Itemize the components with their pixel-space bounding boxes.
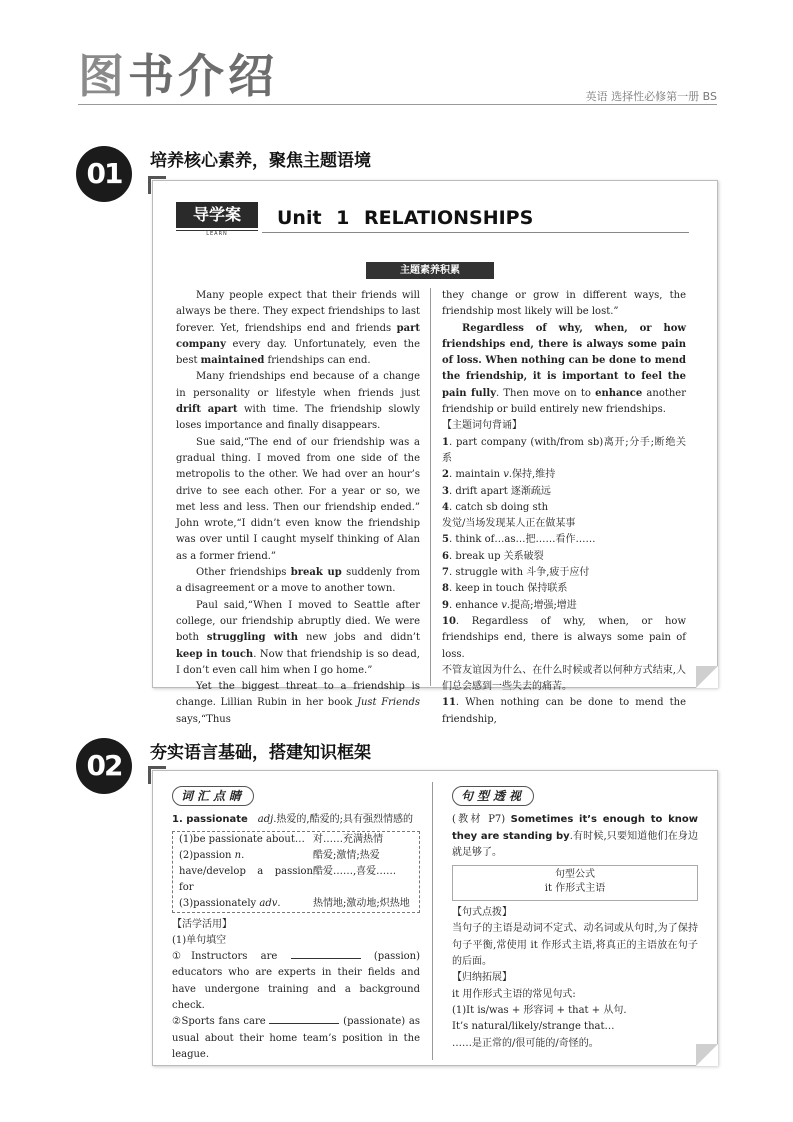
title-char: 书 bbox=[128, 49, 176, 103]
extension-line: ……是正常的/很可能的/奇怪的。 bbox=[452, 1037, 599, 1049]
table-cell-meaning: 热情地;激动地;炽热地 bbox=[313, 897, 410, 909]
section-title: 夯实语言基础，搭建知识框架 bbox=[150, 743, 371, 763]
table-row bbox=[173, 896, 419, 912]
tip-heading: 【句式点拨】 bbox=[452, 907, 512, 919]
reading-left-column bbox=[176, 288, 420, 728]
column-divider bbox=[430, 288, 431, 686]
title-char: 图 bbox=[78, 49, 126, 103]
extension-heading: 【归纳拓展】 bbox=[452, 972, 512, 984]
table-cell-meaning: 酷爱;激情;热爱 bbox=[313, 849, 380, 861]
vocab-tag-label: 词汇点睛 bbox=[172, 786, 254, 806]
practice-subheading: (1)单句填空 bbox=[172, 934, 227, 946]
key-sentence: (教材 P7) Sometimes it’s enough to know they are standing by.有时候,只要知道他们在身边就足够了。 bbox=[452, 814, 699, 858]
page-fold bbox=[696, 666, 718, 688]
reading-paragraph: Other friendships break up suddenly from a disagreement or a move to another town. bbox=[176, 567, 420, 595]
extension-line: (1)It is/was + 形容词 + that + 从句. bbox=[452, 1004, 627, 1016]
vocab-heading: 【主题词句背诵】 bbox=[442, 420, 522, 432]
table-row bbox=[173, 864, 419, 896]
book-intro-title bbox=[78, 50, 276, 102]
table-row bbox=[173, 848, 419, 864]
vocab-item: 2. maintain v.保持,维持 bbox=[442, 469, 556, 481]
exercise-item: ②Sports fans care (passionate) as usual about their home team’s position in the league. bbox=[172, 1016, 420, 1060]
sentence-column bbox=[452, 786, 698, 1052]
table-cell-meaning: 酷爱……,喜爱…… bbox=[313, 865, 397, 877]
vocab-item: 不管友谊因为什么、在什么时候或者以何种方式结束,人们总会感到一些失去的痛苦。 bbox=[442, 664, 686, 693]
reading-right-column bbox=[442, 288, 686, 728]
vocab-item: 10. Regardless of why, when, or how friendships end, there is always some pain of loss. bbox=[442, 615, 686, 660]
vocab-column bbox=[172, 786, 420, 1063]
tip-body: 当句子的主语是动词不定式、动名词或从句时,为了保持句子平衡,常使用 it 作形式主语,将真正的主语放在句子的后面。 bbox=[452, 923, 698, 968]
vocab-item: 5. think of…as…把……看作…… bbox=[442, 534, 596, 546]
practice-heading: 【活学活用】 bbox=[172, 918, 232, 930]
frame-corner bbox=[148, 176, 166, 194]
unit-underline bbox=[262, 232, 689, 233]
formula-box bbox=[452, 865, 698, 901]
section-badge: 02 bbox=[76, 738, 132, 794]
reading-paragraph: they change or grow in different ways, the friendship most likely will be lost.” bbox=[442, 290, 686, 318]
vocab-item: 1. part company (with/from sb)离开;分手;断绝关系 bbox=[442, 436, 686, 464]
header-divider bbox=[78, 104, 717, 105]
table-cell-term: (2)passion n. bbox=[179, 849, 245, 861]
reading-paragraph: Many people expect that their friends will always be there. They expect friendships to last forever. Yet, friendships end and friends part company every day. Unfortunately, even the best maintained friendships can end. bbox=[176, 290, 420, 367]
reading-paragraph: Many friendships end because of a change in personality or lifestyle when friends just drift apart with time. The friendship slowly loses importance and finally disappears. bbox=[176, 371, 420, 432]
vocab-item: 11. When nothing can be done to mend the friendship, bbox=[442, 697, 686, 725]
vocab-item: 6. break up 关系破裂 bbox=[442, 550, 544, 562]
column-divider bbox=[432, 782, 433, 1060]
page-fold bbox=[696, 1044, 718, 1066]
title-char: 绍 bbox=[228, 49, 276, 103]
extension-line: it 用作形式主语的常见句式: bbox=[452, 988, 576, 1000]
section-title: 培养核心素养，聚焦主题语境 bbox=[150, 151, 371, 171]
unit-title: Unit 1 RELATIONSHIPS bbox=[277, 207, 534, 229]
vocab-tag bbox=[172, 786, 420, 806]
vocab-item: 3. drift apart 逐渐疏远 bbox=[442, 485, 551, 497]
vocab-item: 4. catch sb doing sth bbox=[442, 501, 549, 513]
reading-paragraph: Regardless of why, when, or how friendships end, there is always some pain of loss. When nothing can be done to mend the friendship, it is important to feel the pain fully. Then move on to enhance another friendship or build entirely new friendships. bbox=[442, 322, 686, 416]
learn-tag: 导学案 bbox=[176, 202, 258, 228]
word-entry: 1. passionate adj.热爱的,酷爱的;具有强烈情感的 bbox=[172, 814, 413, 826]
vocab-item: 8. keep in touch 保持联系 bbox=[442, 583, 568, 595]
vocab-item: 7. struggle with 斗争,疲于应付 bbox=[442, 567, 590, 579]
book-subtitle: 英语 选择性必修第一册 BS bbox=[585, 90, 717, 103]
vocab-item: 发觉/当场发现某人正在做某事 bbox=[442, 518, 576, 530]
section-badge: 01 bbox=[76, 146, 132, 202]
sentence-tag bbox=[452, 786, 698, 806]
table-cell-meaning: 对……充满热情 bbox=[313, 833, 383, 845]
table-cell-term: have/develop a passion for bbox=[179, 865, 313, 893]
formula-body: it 作形式主语 bbox=[544, 883, 606, 895]
derivation-table bbox=[172, 831, 420, 913]
frame-corner bbox=[148, 766, 166, 784]
theme-tag: 主题素养积累 bbox=[366, 262, 494, 279]
vocab-item: 9. enhance v.提高;增强;增进 bbox=[442, 599, 577, 611]
exercise-item: ①Instructors are (passion) educators who are experts in their fields and have undergone training and a background check. bbox=[172, 951, 420, 1012]
title-char: 介 bbox=[178, 49, 226, 103]
extension-line: It’s natural/likely/strange that… bbox=[452, 1021, 615, 1033]
table-cell-term: (3)passionately adv. bbox=[179, 897, 281, 909]
table-cell-term: (1)be passionate about… bbox=[179, 833, 305, 845]
reading-paragraph: Yet the biggest threat to a friendship is change. Lillian Rubin in her book Just Friends says,“Thus bbox=[176, 681, 421, 725]
reading-paragraph: Sue said,“The end of our friendship was a gradual thing. I moved from one side of the metropolis to the other. We had over an hour’s drive to see each other. For a year or so, we met less and less. Then our friendship ended.” John wrote,“I didn’t even know the friendship was over until I caught myself thinking of Alan as a former friend.” bbox=[176, 436, 420, 562]
table-row bbox=[173, 832, 419, 848]
learn-sublabel: LEARN bbox=[176, 230, 258, 237]
sentence-tag-label: 句型透视 bbox=[452, 786, 534, 806]
formula-title: 句型公式 bbox=[555, 869, 595, 881]
reading-paragraph: Paul said,“When I moved to Seattle after college, our friendship abruptly died. We were both struggling with new jobs and didn’t keep in touch. Now that friendship is so dead, I don’t even call him when I go home.” bbox=[176, 599, 420, 676]
